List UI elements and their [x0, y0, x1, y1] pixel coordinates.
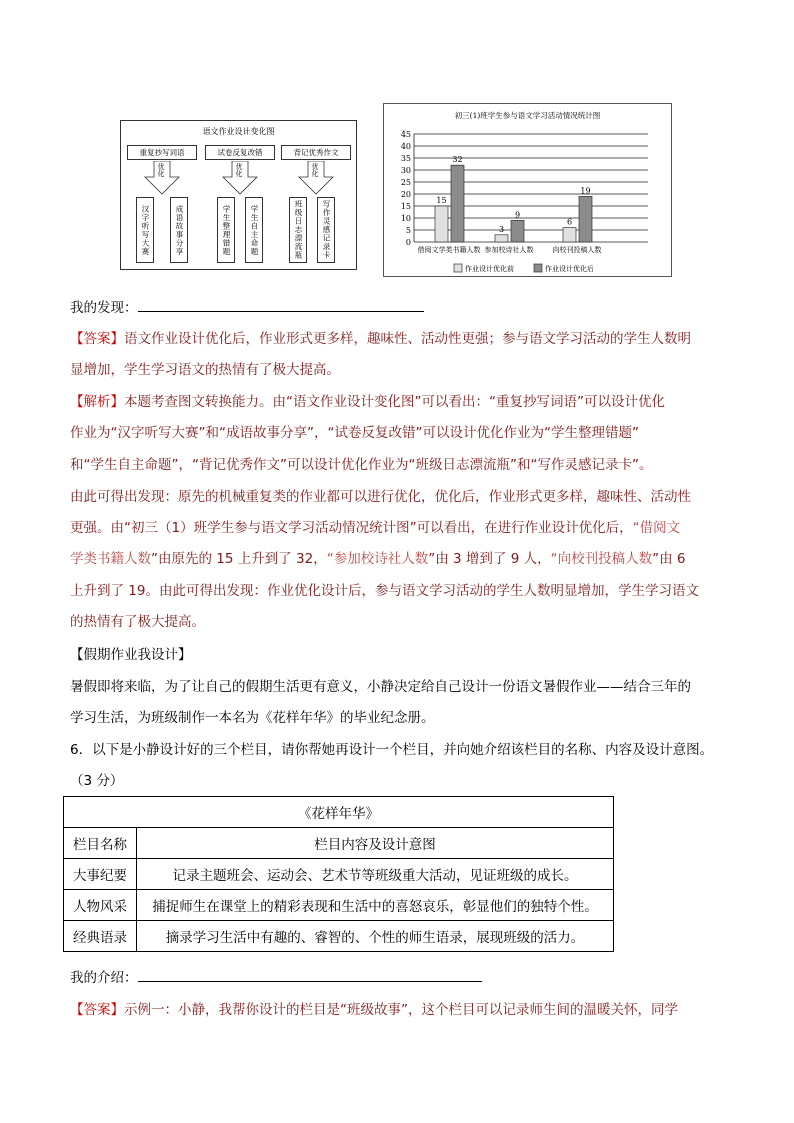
- my-finding-answer-blank[interactable]: [138, 299, 424, 312]
- my-finding-row: [70, 296, 424, 316]
- analysis-line6: 学类书籍人数”由原先的 15 上升到了 32，“参加校诗社人数”由 3 增到了 9 人，“向校刊投稿人数”由 6: [70, 551, 686, 567]
- table-title-row: [64, 797, 614, 828]
- table-row: 经典语录 摘录学习生活中有趣的、睿智的、个性的师生语录，展现班级的活力。: [64, 921, 614, 952]
- section-title: 【假期作业我设计】: [70, 647, 192, 663]
- chart-plot: [384, 104, 671, 276]
- activity-bar-chart: [383, 103, 672, 277]
- diagram-to-box: 汉字听写大赛: [136, 197, 154, 263]
- svg-text:30: 30: [400, 166, 411, 175]
- svg-text:35: 35: [400, 154, 411, 163]
- my-intro-row: [70, 966, 482, 986]
- diagram-to-box: 写作灵感记录卡: [317, 197, 335, 263]
- diagram-from-box: 试卷反复改错: [205, 145, 275, 160]
- diagram-to-box: 班级日志漂流瓶: [289, 197, 307, 263]
- table-row: 人物风采 捕捉师生在课堂上的精彩表现和生活中的喜怒哀乐，彰显他们的独特个性。: [64, 890, 614, 921]
- diagram-column-1: [127, 145, 197, 265]
- answer1-line1: 【答案】语文作业设计优化后，作业形式更多样，趣味性、活动性更强；参与语文学习活动的学生人数明: [70, 331, 691, 347]
- table-title: 《花样年华》: [64, 797, 614, 828]
- analysis-line2: 作业为“汉字听写大赛”和“成语故事分享”，“试卷反复改错”可以设计优化作业为“学生整理错题”: [70, 425, 639, 441]
- svg-text:5: 5: [405, 226, 411, 235]
- analysis-line3: 和“学生自主命题”，“背记优秀作文”可以设计优化作业为“班级日志漂流瓶”和“写作灵感记录卡”。: [70, 457, 653, 473]
- optimize-label: 优化: [311, 163, 319, 177]
- svg-text:9: 9: [514, 210, 521, 220]
- svg-text:作业设计优化后: 作业设计优化后: [545, 265, 594, 273]
- svg-text:19: 19: [580, 186, 591, 196]
- svg-text:25: 25: [400, 178, 411, 187]
- table-header-row: [64, 828, 614, 859]
- header-column-content: 栏目内容及设计意图: [137, 828, 614, 859]
- table-row: 大事纪要 记录主题班会、运动会、艺术节等班级重大活动，见证班级的成长。: [64, 859, 614, 890]
- svg-text:15: 15: [436, 196, 447, 205]
- analysis-line1: 【解析】本题考查图文转换能力。由“语文作业设计变化图”可以看出：“重复抄写词语”可以设计优化: [70, 394, 665, 410]
- my-finding-label: 我的发现：: [70, 300, 138, 316]
- svg-text:向校刊投稿人数: 向校刊投稿人数: [552, 246, 602, 254]
- analysis-line4: 由此可得出发现：原先的机械重复类的作业都可以进行优化，优化后，作业形式更多样，趣味性、活动性: [70, 489, 691, 505]
- analysis-line8: 的热情有了极大提高。: [70, 614, 205, 630]
- diagram-from-box: 背记优秀作文: [281, 145, 351, 160]
- question-6-score: （3 分）: [70, 773, 124, 789]
- diagram-to-box: 学生自主命题: [245, 197, 263, 263]
- intro-line2: 学习生活，为班级制作一本名为《花样年华》的毕业纪念册。: [70, 710, 435, 726]
- homework-change-diagram: [120, 120, 357, 270]
- my-intro-label: 我的介绍：: [70, 970, 138, 986]
- diagram-column-2: [205, 145, 275, 265]
- diagram-title: 语文作业设计变化图: [202, 127, 275, 136]
- svg-text:45: 45: [400, 130, 411, 139]
- svg-text:10: 10: [400, 214, 411, 223]
- analysis-tag: 【解析】: [70, 394, 124, 410]
- svg-text:借阅文学类书籍人数: 借阅文学类书籍人数: [417, 246, 481, 254]
- svg-text:参加校诗社人数: 参加校诗社人数: [484, 246, 534, 254]
- diagram-from-box: 重复抄写词语: [127, 145, 197, 160]
- svg-text:15: 15: [400, 202, 411, 211]
- diagram-to-box: 学生整理错题: [217, 197, 235, 263]
- optimize-label: 优化: [235, 163, 243, 177]
- svg-text:32: 32: [452, 155, 463, 165]
- answer-tag: 【答案】: [70, 331, 124, 347]
- intro-line1: 暑假即将来临，为了让自己的假期生活更有意义，小静决定给自己设计一份语文暑假作业——结合三年的: [70, 679, 691, 695]
- svg-text:3: 3: [498, 224, 505, 234]
- optimize-label: 优化: [157, 163, 165, 177]
- svg-text:6: 6: [566, 217, 573, 227]
- diagram-column-3: [281, 145, 351, 265]
- svg-text:40: 40: [400, 142, 411, 151]
- answer2-line1: 【答案】示例一：小静，我帮你设计的栏目是“班级故事”，这个栏目可以记录师生间的温暖关怀，同学: [70, 1002, 678, 1018]
- answer1-line2: 显增加，学生学习语文的热情有了极大提高。: [70, 362, 340, 378]
- question-6: 6．以下是小静设计好的三个栏目，请你帮她再设计一个栏目，并向她介绍该栏目的名称、内容及设计意图。: [70, 742, 714, 758]
- diagram-to-box: 成语故事分享: [170, 197, 188, 263]
- svg-text:20: 20: [400, 190, 411, 199]
- analysis-line7: 上升到了 19。由此可得出发现：作业优化设计后，参与语文学习活动的学生人数明显增加，学生学习语文: [70, 583, 699, 599]
- my-intro-answer-blank[interactable]: [138, 969, 482, 982]
- header-column-name: 栏目名称: [64, 828, 137, 859]
- answer-tag: 【答案】: [70, 1002, 124, 1018]
- svg-text:0: 0: [405, 238, 411, 247]
- svg-text:作业设计优化前: 作业设计优化前: [465, 265, 514, 273]
- chart-title: 初三(1)班学生参与语文学习活动情况统计图: [454, 111, 601, 120]
- analysis-line5: 更强。由“初三（1）班学生参与语文学习活动情况统计图”可以看出，在进行作业设计优化后，“借阅文: [70, 520, 681, 536]
- columns-table: [63, 796, 614, 952]
